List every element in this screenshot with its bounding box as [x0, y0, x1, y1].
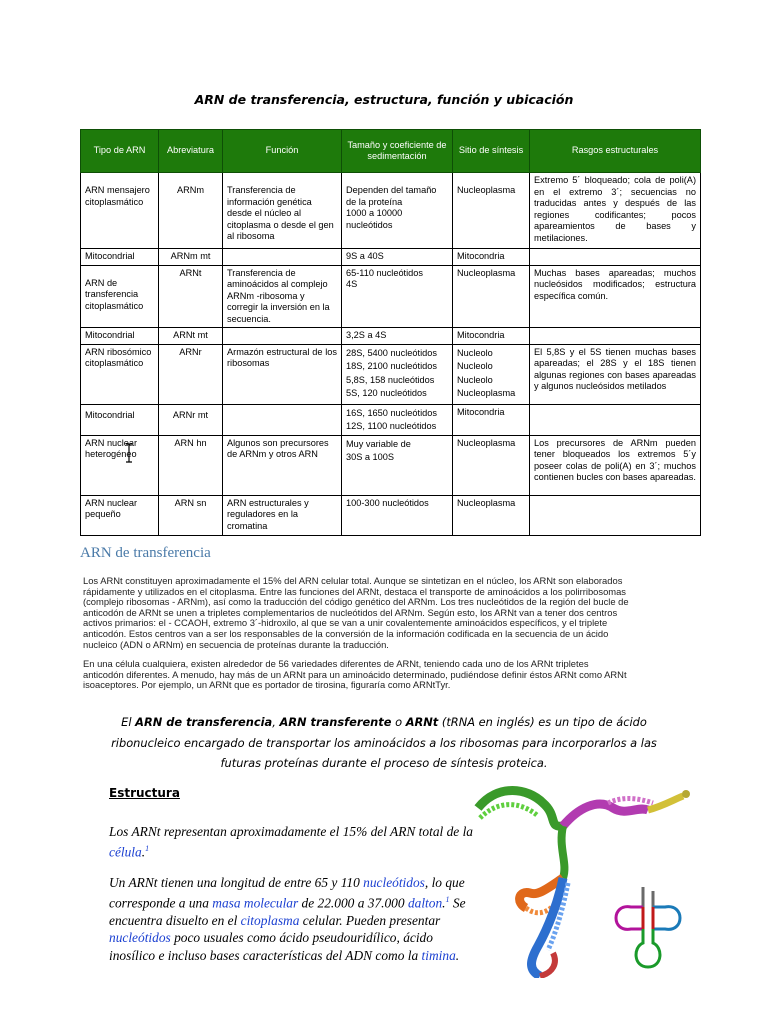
paragraph-text: poco usuales como ácido pseudouridílico, ácido inosílico e incluso bases características del ADN como la — [109, 930, 433, 963]
intro-text: El — [121, 715, 136, 729]
cell-tamano — [342, 435, 453, 495]
header-rasgos: Rasgos estructurales — [530, 130, 701, 173]
cell-abrev: ARN hn — [159, 435, 223, 495]
sitio-line: Nucleolo — [457, 361, 493, 371]
tamano-line: 28S, 5400 nucleótidos — [346, 347, 437, 358]
sitio-line: Nucleolo — [457, 347, 493, 358]
header-abreviatura: Abreviatura — [159, 130, 223, 173]
body-paragraph: Un ARNt tienen una longitud de entre 65 y 110 nucleótidos, lo que corresponde a una masa molecular de 22.000 a 37.000 dalton.$^1$ Se encuentra disuelto en el citoplasma celular. Pueden presentar nucleótidos poco usuales como ácido pseudouridílico, ácido inosílico e incluso bases características del ADN como la timina. — [109, 875, 466, 963]
header-tamano: Tamaño y coeficiente de sedimentación — [342, 130, 453, 173]
cell-funcion: Transferencia de información genética desde el núcleo al citoplasma o desde el gen al ribosoma — [223, 173, 342, 249]
source-paragraph: En una célula cualquiera, existen alrededor de 56 variedades diferentes de ARNt, teniendo cada uno de los ARNt tripletes anticodón diferentes. A menudo, hay más de un ARNt para un aminoácido determinado, pudiéndose definir éstos ARNt como ARNt isoaceptores. Por ejemplo, un ARNt que es portador de tirosina, figuraría como ARNtTyr. — [83, 658, 627, 691]
table-row — [81, 404, 701, 435]
cell-tipo: ARN mensajero citoplasmático — [81, 173, 159, 249]
cell-funcion: ARN estructurales y reguladores en la cromatina — [223, 495, 342, 535]
sitio-line: Nucleolo — [457, 374, 493, 385]
cell-tamano — [342, 173, 453, 249]
document-title: ARN de transferencia, estructura, función y ubicación — [194, 92, 574, 107]
tamano-line: 1000 a 10000 nucleótidos — [346, 208, 403, 230]
tamano-line: Muy variable de — [346, 438, 411, 449]
tamano-line: 65-110 nucleótidos — [346, 267, 423, 278]
cell-rasgos — [530, 404, 701, 435]
tamano-line: 5,8S, 158 nucleótidos — [346, 374, 435, 385]
paragraph-text: celular. Pueden presentar — [299, 913, 441, 929]
cell-tamano: 9S a 40S — [342, 249, 453, 266]
cell-rasgos: Los precursores de ARNm pueden tener bloqueados los extremos 5´y poseer colas de poli(A) en 3´; muchos contienen bucles con bases apareadas. — [530, 435, 701, 495]
cell-funcion — [223, 404, 342, 435]
cell-tamano — [342, 344, 453, 404]
link-dalton[interactable]: dalton — [407, 895, 443, 911]
table-header-row — [81, 130, 701, 173]
intro-text: (tRNA en inglés) es un tipo de ácido ribonucleico encargado de transportar los aminoácidos a los ribosomas para incorporarlos a las futuras proteínas durante el proceso de síntesis proteica. — [111, 715, 657, 770]
tamano-line: 30S a 100S — [346, 451, 395, 462]
tamano-line: 4S — [346, 279, 358, 289]
trna-cloverleaf-diagram — [605, 885, 695, 975]
body-paragraph: Los ARNt representan aproximadamente el 15% del ARN total de la célula.$^1$ — [109, 824, 473, 860]
cell-rasgos — [530, 495, 701, 535]
link-citoplasma[interactable]: citoplasma — [240, 913, 300, 929]
intro-text: o — [391, 715, 406, 729]
cell-abrev: ARNm mt — [159, 249, 223, 266]
tamano-line: 5S, 120 nucleótidos — [346, 388, 427, 398]
table-row — [81, 344, 701, 404]
table-row — [81, 328, 701, 345]
cell-funcion — [223, 249, 342, 266]
header-tipo: Tipo de ARN — [81, 130, 159, 173]
cell-tamano: 100-300 nucleótidos — [342, 495, 453, 535]
cell-tamano — [342, 265, 453, 328]
footnote-ref[interactable]: 1 — [145, 844, 150, 854]
paragraph-text: , lo que corresponde a una — [109, 875, 465, 911]
tamano-line: 12S, 1100 nucleótidos — [346, 420, 437, 431]
cell-abrev: ARNt — [159, 265, 223, 328]
cell-tipo: Mitocondrial — [81, 404, 159, 435]
link-nucleotidos[interactable]: nucleótidos — [109, 930, 171, 946]
table-row — [81, 495, 701, 535]
cell-sitio: Mitocondria — [453, 328, 530, 345]
footnote-ref[interactable]: 1 — [445, 895, 450, 905]
paragraph-text: de 22.000 a 37.000 — [298, 895, 408, 911]
header-funcion: Función — [223, 130, 342, 173]
cell-tipo: ARN de transferencia citoplasmático — [81, 265, 159, 328]
intro-bold-term: ARN de transferencia — [135, 715, 273, 729]
cell-tipo: ARN ribosómico citoplasmático — [81, 344, 159, 404]
intro-bold-term: ARN transferente — [279, 715, 392, 729]
cell-rasgos — [530, 328, 701, 345]
intro-text: , — [272, 715, 280, 729]
tamano-line: 18S, 2100 nucleótidos — [346, 361, 437, 371]
cell-funcion: Armazón estructural de los ribosomas — [223, 344, 342, 404]
cell-sitio: Nucleoplasma — [453, 435, 530, 495]
source-paragraph: Los ARNt constituyen aproximadamente el 15% del ARN celular total. Aunque se sintetizan en el núcleo, los ARNt son elaborados rápidamente y utilizados en el citoplasma. Entre las funciones del ARNt, destaca el transporte de aminoácidos a los polirribosomas (complejo ribosomas - ARNm), así como la traducción del código genético del ARNm. Los tres nucleótidos de la región del bucle de anticodón de ARNt se unen a tripletes complementarios de nucleótidos del ARNm. Según esto, los ARNt van a tener dos centros activos primarios: el - CCAOH, extremo 3´-hidroxilo, al que se van a unir covalentemente aminoácidos específicos, y el triplete anticodón. Estos centros van a ser los responsables de la conversión de la información codificada en la secuencia de un ácido nucleico (ADN o ARNm) en secuencia de proteínas durante la traducción. — [83, 575, 629, 650]
cell-tipo: ARN nuclear pequeño — [81, 495, 159, 535]
cell-funcion: Algunos son precursores de ARNm y otros ARN — [223, 435, 342, 495]
table-row — [81, 265, 701, 328]
cell-abrev: ARNr — [159, 344, 223, 404]
cell-abrev: ARNm — [159, 173, 223, 249]
link-timina[interactable]: timina — [421, 947, 456, 963]
paragraph-text: Se encuentra disuelto en el — [109, 895, 466, 929]
intro-paragraph — [100, 712, 668, 774]
cell-rasgos — [530, 249, 701, 266]
cell-sitio: Mitocondria — [453, 404, 530, 435]
cell-rasgos: El 5,8S y el 5S tienen muchas bases apareadas; el 28S y el 18S tienen algunas regiones con bases apareadas y algunos nucleósidos metilados — [530, 344, 701, 404]
link-masa-molecular[interactable]: masa molecular — [212, 895, 299, 911]
estructura-heading: Estructura — [109, 786, 180, 800]
intro-bold-term: ARNt — [405, 715, 439, 729]
paragraph-text: Los ARNt representan aproximadamente el 15% del ARN total de la — [109, 824, 473, 839]
cell-tamano: 3,2S a 4S — [342, 328, 453, 345]
paragraph-text: Un ARNt tienen una longitud de entre 65 y 110 — [109, 875, 364, 890]
cell-tamano — [342, 404, 453, 435]
section-heading: ARN de transferencia — [80, 545, 211, 561]
table-row — [81, 173, 701, 249]
text-cursor-icon — [124, 443, 134, 463]
cell-abrev: ARNr mt — [159, 404, 223, 435]
rna-types-table — [80, 129, 701, 536]
sitio-line: Nucleoplasma — [457, 388, 516, 398]
header-sitio: Sitio de síntesis — [453, 130, 530, 173]
link-nucleotidos[interactable]: nucleótidos — [363, 875, 425, 890]
link-celula[interactable]: célula — [109, 844, 142, 860]
cell-tipo: Mitocondrial — [81, 249, 159, 266]
cell-sitio — [453, 344, 530, 404]
paragraph-text: . — [455, 947, 460, 963]
cell-tipo: ARN nuclear heterogéneo — [81, 435, 159, 495]
cell-funcion — [223, 328, 342, 345]
cell-sitio: Nucleoplasma — [453, 265, 530, 328]
table-row — [81, 249, 701, 266]
cell-rasgos: Extremo 5´ bloqueado; cola de poli(A) en el extremo 3´; secuencias no traducidas antes y después de las regiones codificantes; pocos apareamientos de bases y metilaciones. — [530, 173, 701, 249]
cell-sitio: Mitocondria — [453, 249, 530, 266]
cell-tipo: Mitocondrial — [81, 328, 159, 345]
cell-funcion: Transferencia de aminoácidos al complejo ARNm -ribosoma y corregir la inversión en la secuencia. — [223, 265, 342, 328]
cell-abrev: ARNt mt — [159, 328, 223, 345]
cell-sitio: Nucleoplasma — [453, 173, 530, 249]
cell-sitio: Nucleoplasma — [453, 495, 530, 535]
tamano-line: 16S, 1650 nucleótidos — [346, 407, 437, 418]
cell-rasgos: Muchas bases apareadas; muchos nucleósidos modificados; estructura específica común. — [530, 265, 701, 328]
table-row — [81, 435, 701, 495]
tamano-line: Dependen del tamaño de la proteína — [346, 185, 437, 207]
cell-abrev: ARN sn — [159, 495, 223, 535]
